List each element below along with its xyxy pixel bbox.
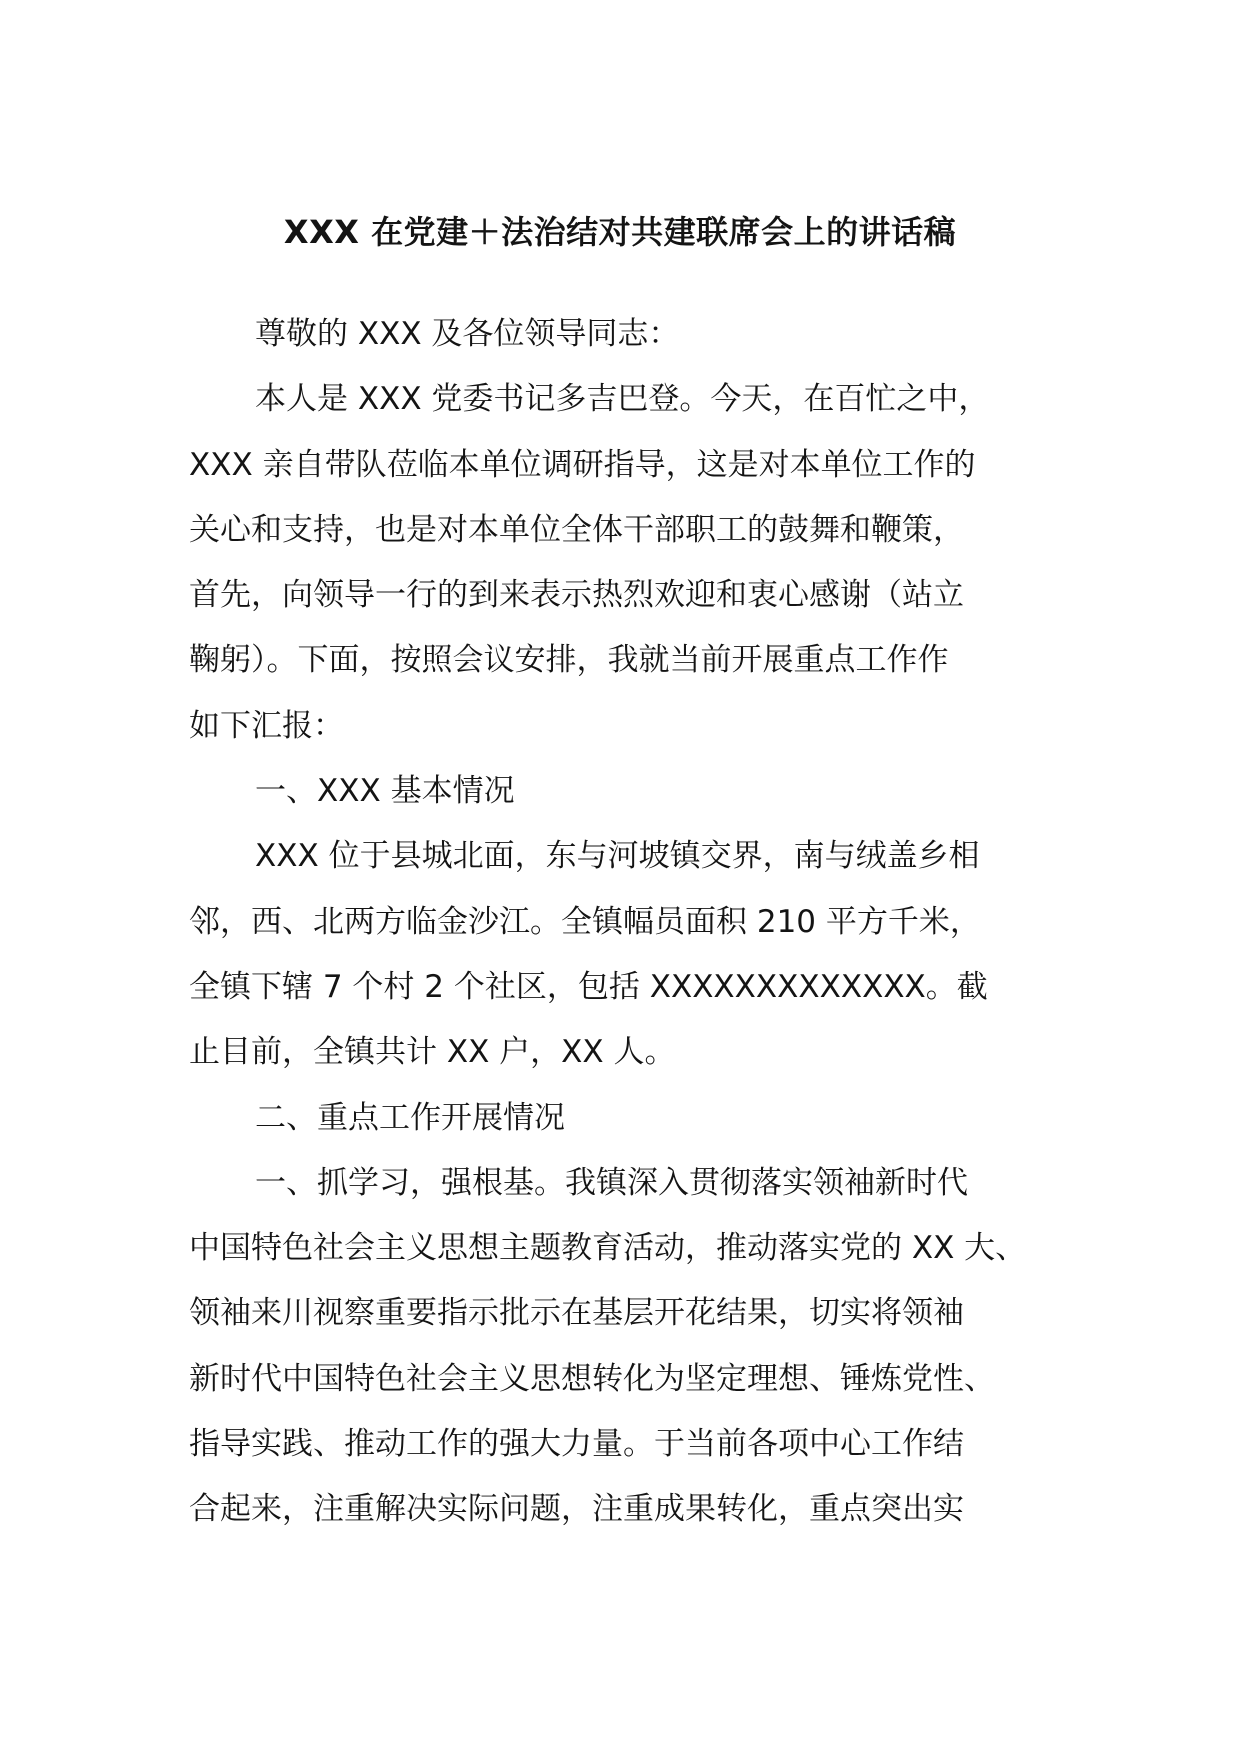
paragraph-line: 指导实践、推动工作的强大力量。于当前各项中心工作结 (189, 1426, 964, 1463)
paragraph-line: 如下汇报： (189, 707, 344, 744)
paragraph-line: XXX 位于县城北面，东与河坡镇交界，南与绒盖乡相 (255, 838, 980, 875)
paragraph-line: 中国特色社会主义思想主题教育活动，推动落实党的 XX 大、 (189, 1230, 1027, 1267)
salutation-line: 尊敬的 XXX 及各位领导同志： (255, 316, 680, 352)
paragraph-line: 一、抓学习，强根基。我镇深入贯彻落实领袖新时代 (255, 1164, 968, 1201)
paragraph-line: 领袖来川视察重要指示批示在基层开花结果，切实将领袖 (189, 1295, 964, 1332)
section-heading: 二、重点工作开展情况 (255, 1099, 565, 1136)
paragraph-line: 合起来，注重解决实际问题，注重成果转化，重点突出实 (189, 1491, 964, 1528)
document-title: XXX 在党建＋法治结对共建联席会上的讲话稿 (283, 213, 957, 251)
paragraph-line: 邻，西、北两方临金沙江。全镇幅员面积 210 平方千米， (189, 903, 981, 940)
paragraph-line: 止目前，全镇共计 XX 户，XX 人。 (189, 1034, 676, 1071)
paragraph-line: 新时代中国特色社会主义思想转化为坚定理想、锤炼党性、 (189, 1360, 995, 1397)
document-body (189, 302, 1089, 1543)
paragraph-line: 鞠躬）。下面，按照会议安排，我就当前开展重点工作作 (189, 642, 949, 679)
paragraph-line: 全镇下辖 7 个村 2 个社区，包括 XXXXXXXXXXXXX。截 (189, 968, 988, 1005)
paragraph-line: 首先，向领导一行的到来表示热烈欢迎和衷心感谢（站立 (189, 577, 964, 614)
paragraph-line: 本人是 XXX 党委书记多吉巴登。今天，在百忙之中， (255, 381, 990, 418)
paragraph-line: 关心和支持，也是对本单位全体干部职工的鼓舞和鞭策， (189, 511, 964, 548)
paragraph-line: XXX 亲自带队莅临本单位调研指导，这是对本单位工作的 (189, 446, 976, 483)
section-heading: 一、XXX 基本情况 (255, 773, 515, 810)
